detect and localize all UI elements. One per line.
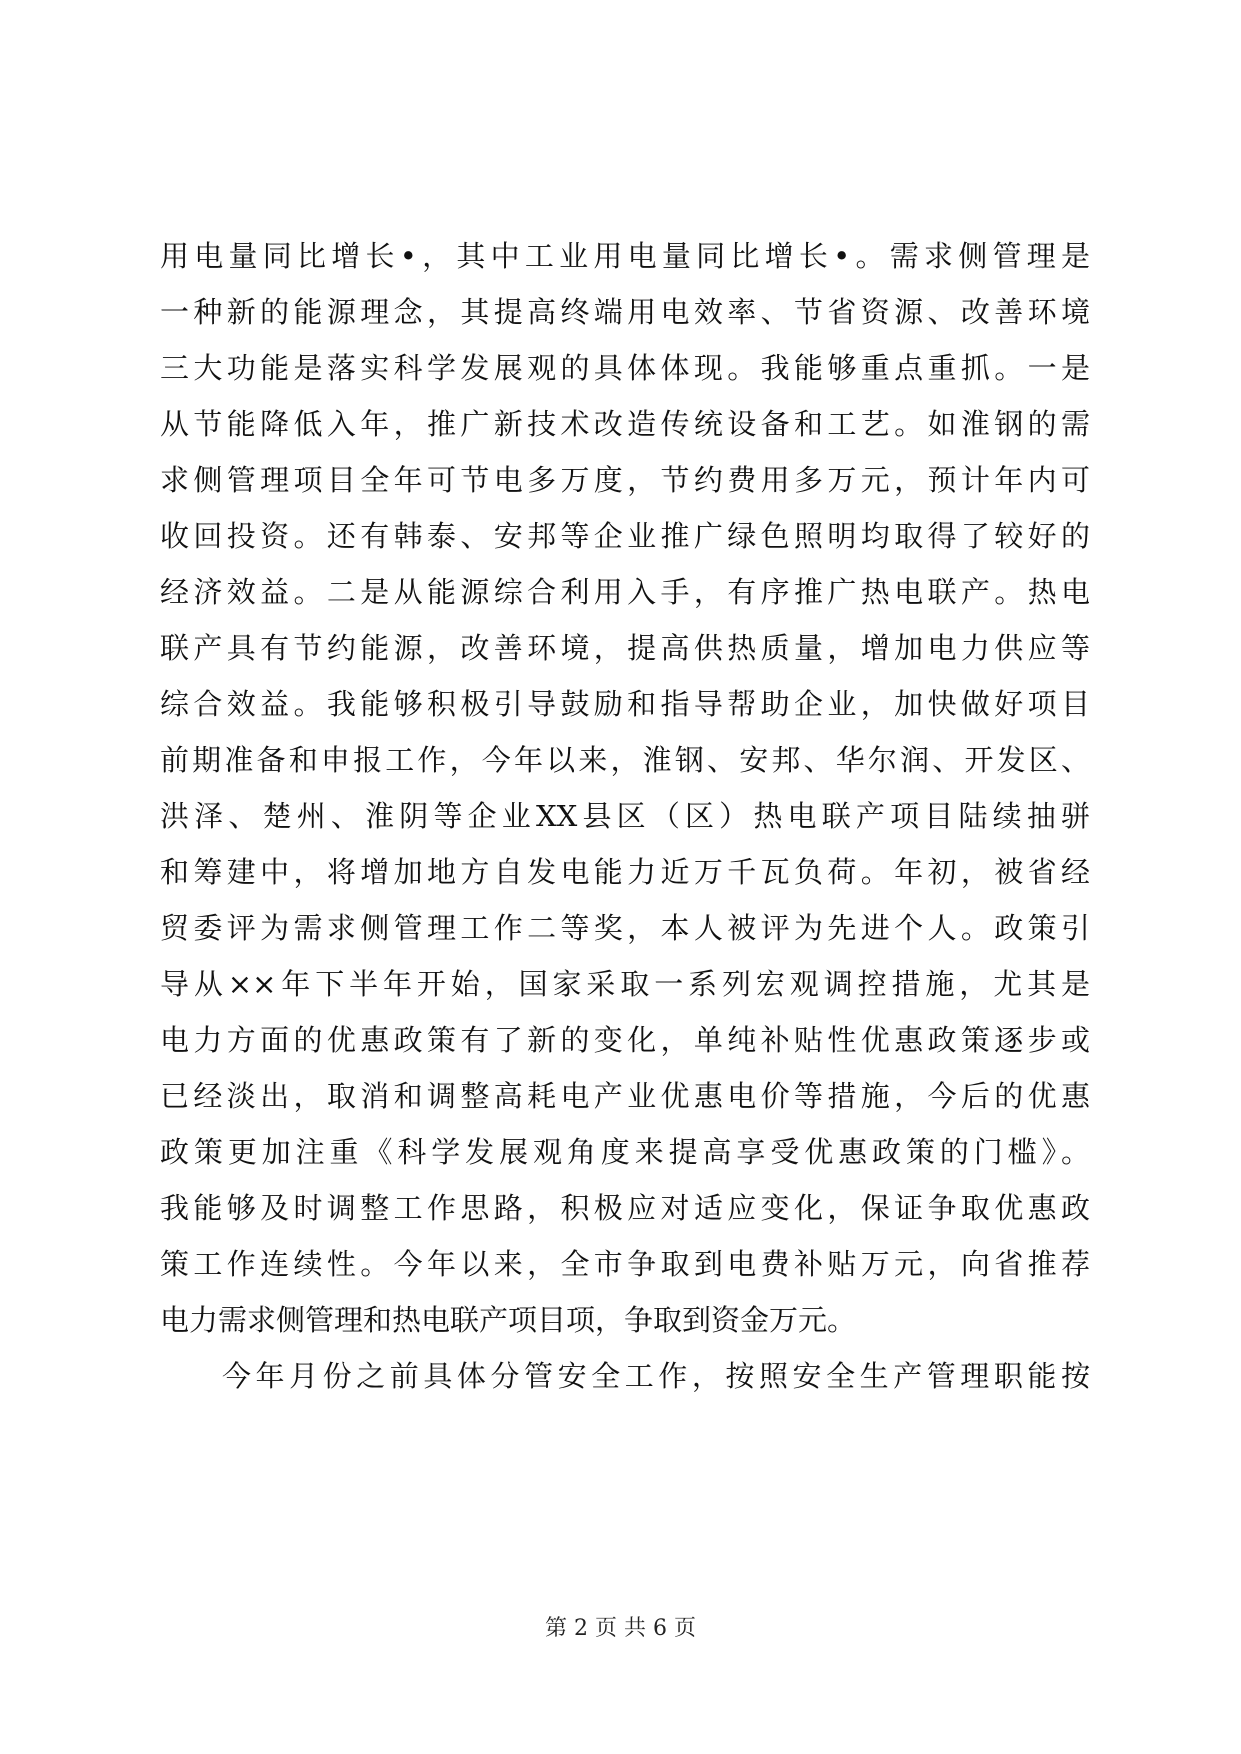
text-line: 求侧管理项目全年可节电多万度，节约费用多万元，预计年内可: [160, 463, 1090, 497]
text-line: 策工作连续性。今年以来，全市争取到电费补贴万元，向省推荐: [160, 1247, 1090, 1281]
text-line: 我能够及时调整工作思路，积极应对适应变化，保证争取优惠政: [160, 1191, 1090, 1225]
text-line: 收回投资。还有韩泰、安邦等企业推广绿色照明均取得了较好的: [160, 519, 1090, 553]
text-line: 已经淡出，取消和调整高耗电产业优惠电价等措施，今后的优惠: [160, 1079, 1090, 1113]
text-line: 联产具有节约能源，改善环境，提高供热质量，增加电力供应等: [160, 631, 1090, 665]
page-number-footer: 第 2 页 共 6 页: [545, 1616, 696, 1641]
text-line: 洪泽、楚州、淮阴等企业XX县区（区）热电联产项目陆续抽骈: [160, 799, 1090, 833]
text-line: 前期准备和申报工作，今年以来，淮钢、安邦、华尔润、开发区、: [160, 743, 1090, 777]
text-line: 导从××年下半年开始，国家采取一系列宏观调控措施，尤其是: [160, 967, 1090, 1001]
text-line: 政策更加注重《科学发展观角度来提高享受优惠政策的门槛》。: [160, 1135, 1090, 1169]
body-text: [160, 228, 1090, 1404]
text-line: 电力需求侧管理和热电联产项目项，争取到资金万元。: [160, 1303, 857, 1337]
text-line: 一种新的能源理念，其提高终端用电效率、节省资源、改善环境: [160, 295, 1090, 329]
text-line: 用电量同比增长•，其中工业用电量同比增长•。需求侧管理是: [160, 239, 1090, 273]
text-line: 贸委评为需求侧管理工作二等奖，本人被评为先进个人。政策引: [160, 911, 1090, 945]
text-line: 综合效益。我能够积极引导鼓励和指导帮助企业，加快做好项目: [160, 687, 1090, 721]
text-line: 和筹建中，将增加地方自发电能力近万千瓦负荷。年初，被省经: [160, 855, 1090, 889]
text-line: 从节能降低入年，推广新技术改造传统设备和工艺。如淮钢的需: [160, 407, 1090, 441]
text-line: 经济效益。二是从能源综合利用入手，有序推广热电联产。热电: [160, 575, 1090, 609]
text-line: 三大功能是落实科学发展观的具体体现。我能够重点重抓。一是: [160, 351, 1090, 385]
text-line: 今年月份之前具体分管安全工作，按照安全生产管理职能按: [222, 1359, 1090, 1393]
text-line: 电力方面的优惠政策有了新的变化，单纯补贴性优惠政策逐步或: [160, 1023, 1090, 1057]
